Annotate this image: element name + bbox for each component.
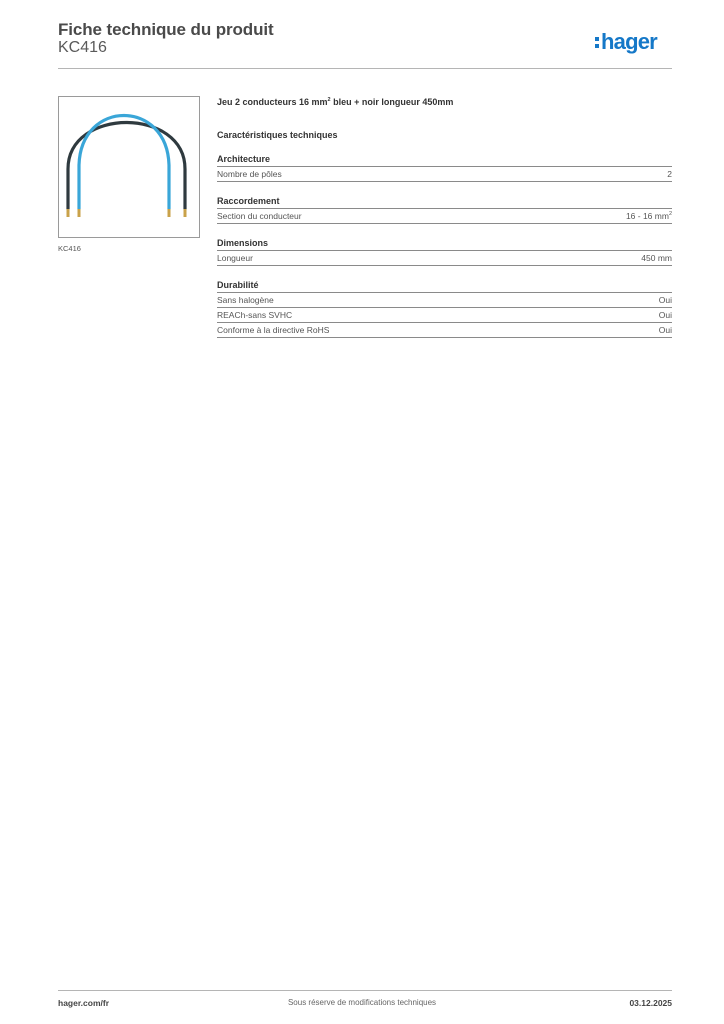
image-caption: KC416 (58, 244, 81, 253)
spec-value: 2 (667, 169, 672, 179)
footer-date: 03.12.2025 (629, 998, 672, 1008)
product-details (217, 96, 672, 338)
section-architecture (217, 153, 672, 182)
footer-divider (58, 990, 672, 991)
spec-value: 450 mm (641, 253, 672, 263)
section-title: Architecture (217, 153, 672, 167)
spec-row (217, 323, 672, 338)
spec-label: Section du conducteur (217, 211, 302, 221)
spec-value: Oui (658, 310, 672, 320)
product-reference: KC416 (58, 39, 107, 56)
spec-value: 16 - 16 $mm^2$ (625, 211, 672, 221)
spec-label: REACh-sans SVHC (217, 310, 293, 320)
section-raccordement (217, 195, 672, 224)
section-title: Dimensions (217, 237, 672, 251)
spec-value: Oui (658, 295, 672, 305)
spec-label: Sans halogène (217, 295, 274, 305)
product-image (58, 96, 200, 238)
header-divider (58, 68, 672, 69)
spec-row (217, 251, 672, 266)
spec-sections (217, 153, 672, 338)
section-title: Durabilité (217, 279, 672, 293)
spec-label: Longueur (217, 253, 253, 263)
section-dimensions (217, 237, 672, 266)
spec-row (217, 308, 672, 323)
product-description: Jeu 2 conducteurs 16 $mm^2$ bleu + noir longueur 450mm (217, 97, 454, 107)
spec-row (217, 209, 672, 224)
cable-illustration (59, 97, 199, 237)
website-link[interactable]: hager.com/fr (58, 998, 110, 1008)
section-title: Raccordement (217, 195, 672, 209)
logo-text: hager (601, 29, 657, 54)
spec-value: Oui (658, 325, 672, 335)
spec-row (217, 167, 672, 182)
spec-row (217, 293, 672, 308)
specs-heading: Caractéristiques techniques (217, 130, 338, 140)
spec-label: Nombre de pôles (217, 169, 282, 179)
footer-notice: Sous réserve de modifications techniques (287, 998, 437, 1007)
page-title: Fiche technique du produit (58, 20, 274, 39)
section-durabilite (217, 279, 672, 338)
hager-logo (594, 27, 674, 57)
spec-label: Conforme à la directive RoHS (217, 325, 330, 335)
